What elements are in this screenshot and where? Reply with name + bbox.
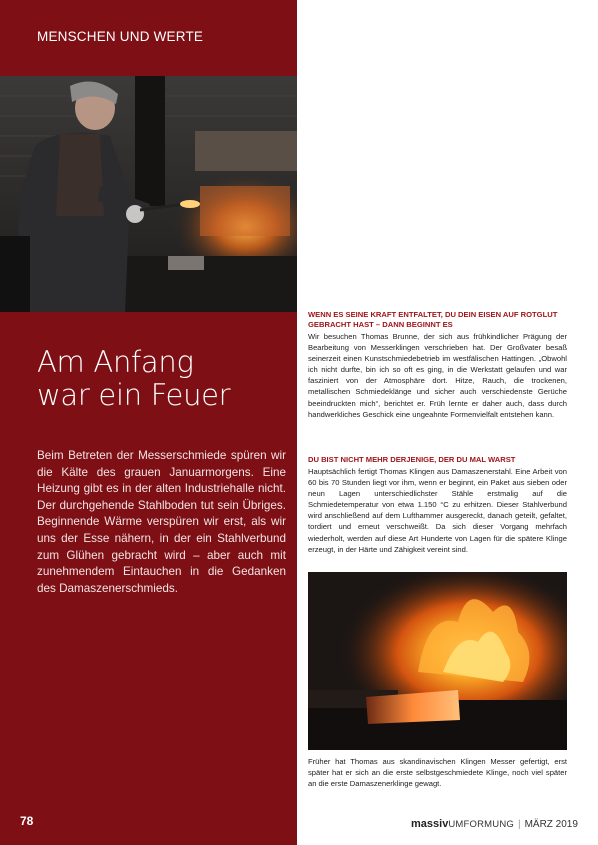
headline — [37, 346, 230, 412]
issue-date: MÄRZ 2019 — [524, 819, 578, 830]
footer-separator: | — [517, 819, 521, 830]
article-section-2 — [308, 455, 567, 555]
headline-line-2: war ein Feuer — [37, 378, 231, 412]
article-section-1 — [308, 310, 567, 420]
section-heading: DU BIST NICHT MEHR DERJENIGE, DER DU MAL WARST — [308, 455, 516, 464]
forge-fire-photo — [308, 572, 567, 750]
section-heading: WENN ES SEINE KRAFT ENTFALTET, DU DEIN EISEN AUF ROTGLUT GEBRACHT HAST – DANN BEGINNT ES — [308, 310, 558, 329]
blacksmith-photo — [0, 76, 297, 312]
photo-caption: Früher hat Thomas aus skandinavischen Klingen Messer gefertigt, erst später hat er sich an die erste selbstgeschmiedete Klinge, noch viel später an die erste Damaszenerklinge gewagt. — [308, 757, 567, 789]
brand-name-light: UMFORMUNG — [448, 819, 514, 830]
brand-name-bold: massiv — [411, 818, 449, 830]
page-number: 78 — [20, 814, 34, 828]
intro-text: Beim Betreten der Messerschmiede spüren wir die Kälte des grauen Januarmorgens. Eine Heizung gibt es in der alten Industriehalle nicht. Der durchgehende Stahlboden tut sein Übriges. Beginnende Wärme verspüren wir erst, als wir uns der Esse nähern, in der ein Stahlverbund zum Glühen gebracht wird – aber auch mit zunehmendem Eintauchen in die Gedanken des Damaszenerschmieds. — [37, 449, 286, 595]
section-body: Hauptsächlich fertigt Thomas Klingen aus Damaszenerstahl. Eine Arbeit von 60 bis 70 Stunden liegt vor ihm, wenn er beginnt, ein Paket aus sieben oder neun Lagen unterschiedlichster Stähle erstmalig auf die Schmiedetemperatur von etwa 1.150 °C zu erhitzen. Dieser Stahlverbund wird anschließend auf dem Lufthammer ausgereckt, danach geteilt, gefaltet, tordiert und erneut verschweißt. Da sich dieser Vorgang mehrfach wiederholt, werden auf diese Art Hunderte von Lagen für die spätere Klinge erzeugt, in der Härte und Zähigkeit vereint sind. — [308, 467, 567, 554]
section-label: MENSCHEN UND WERTE — [37, 29, 204, 44]
headline-line-1: Am Anfang — [37, 345, 194, 379]
section-body: Wir besuchen Thomas Brunne, der sich aus frühkindlicher Prägung der Bearbeitung von Messerklingen verschrieben hat. Der Großvater besaß seinerzeit einen Kunstschmiedebetrieb im westfälischen Hattingen. „Obwohl ich nicht durfte, bin ich so oft es ging, in die Werkstatt gelaufen und war fasziniert von der Atmosphäre dort. Hitze, Rauch, die trockenen, metallischen Schmiedeklänge und sicher auch verschiedenste Gerüche beeindruckten mich“, berichtet er. Früh lernte er daher auch, dass durch handwerkliches Geschick eine ungeahnte Formenvielfalt entstehen kann. — [308, 332, 567, 419]
footer — [411, 818, 578, 830]
